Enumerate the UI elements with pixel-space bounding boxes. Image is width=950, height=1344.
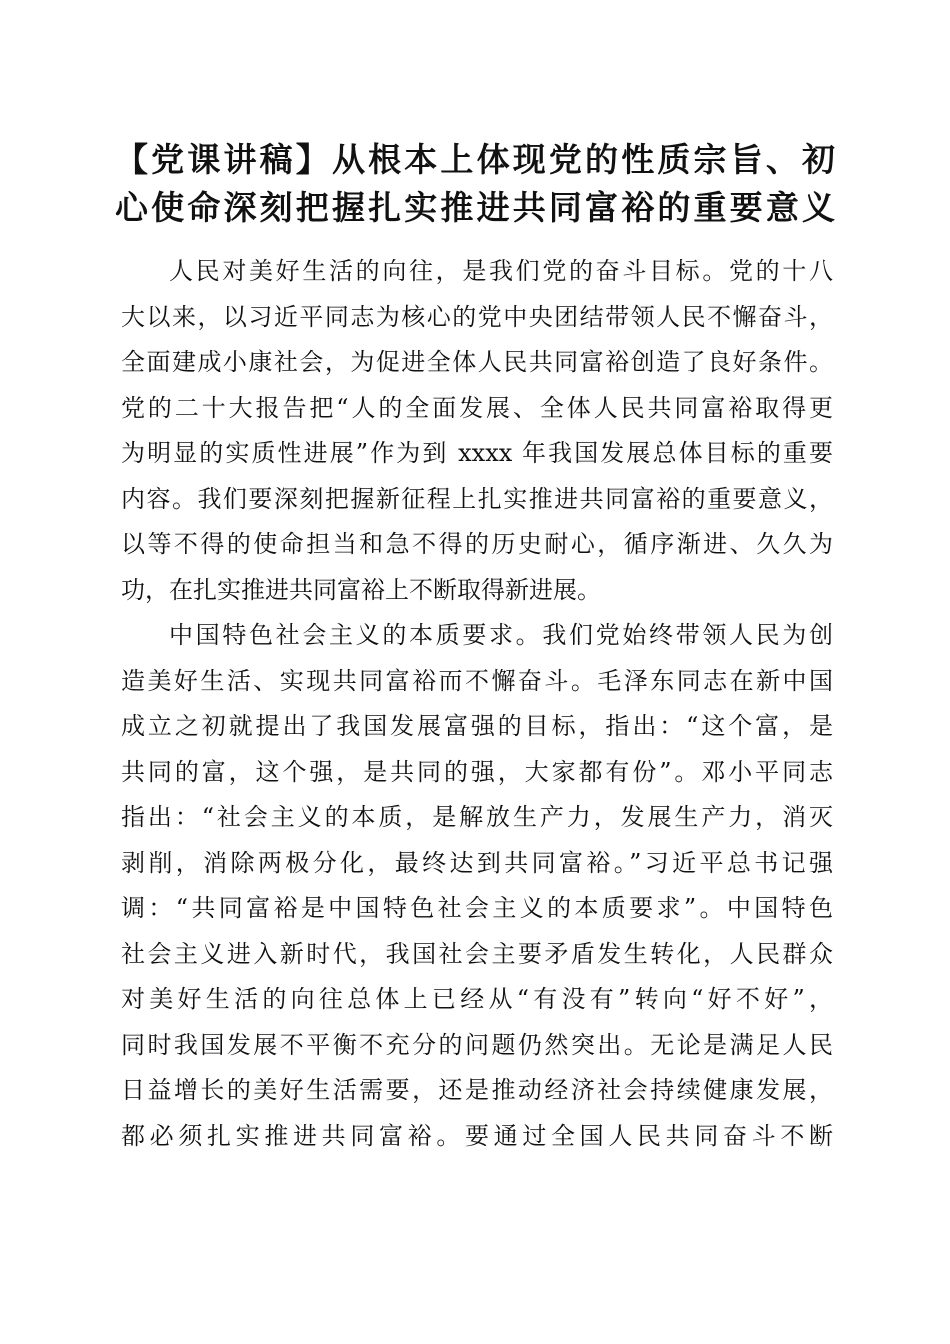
paragraph-line: 指出：“社会主义的本质，是解放生产力，发展生产力，消灭 (121, 803, 833, 831)
paragraph-line: 全面建成小康社会，为促进全体人民共同富裕创造了良好条件。 (121, 348, 833, 376)
paragraph-line: 大以来，以习近平同志为核心的党中央团结带领人民不懈奋斗， (121, 302, 833, 331)
paragraph-line: 造美好生活、实现共同富裕而不懈奋斗。毛泽东同志在新中国 (121, 666, 833, 695)
paragraph-line: 人民对美好生活的向往，是我们党的奋斗目标。党的十八 (169, 257, 833, 285)
paragraph-line: 都必须扎实推进共同富裕。要通过全国人民共同奋斗不断 (121, 1121, 833, 1150)
paragraph-line: 日益增长的美好生活需要，还是推动经济社会持续健康发展， (121, 1076, 833, 1104)
paragraph-line: 以等不得的使命担当和急不得的历史耐心，循序渐进、久久为 (121, 530, 833, 558)
paragraph-line: 剥削，消除两极分化，最终达到共同富裕。”习近平总书记强 (121, 848, 833, 877)
paragraph-line: 对美好生活的向往总体上已经从“有没有”转向“好不好”， (121, 985, 833, 1013)
paragraph-line: 功，在扎实推进共同富裕上不断取得新进展。 (121, 575, 601, 604)
title-line-1: 【党课讲稿】从根本上体现党的性质宗旨、初 (115, 140, 835, 179)
paragraph-line: 中国特色社会主义的本质要求。我们党始终带领人民为创 (169, 621, 833, 649)
paragraph-line: 为明显的实质性进展”作为到 xxxx 年我国发展总体目标的重要 (121, 439, 833, 467)
title-line-2: 心使命深刻把握扎实推进共同富裕的重要意义 (115, 188, 835, 227)
paragraph-line: 成立之初就提出了我国发展富强的目标，指出：“这个富，是 (121, 712, 833, 740)
paragraph-line: 调：“共同富裕是中国特色社会主义的本质要求”。中国特色 (121, 894, 833, 922)
paragraph-line: 同时我国发展不平衡不充分的问题仍然突出。无论是满足人民 (121, 1030, 833, 1059)
paragraph-2 (121, 613, 833, 1159)
document-title (115, 136, 835, 232)
paragraph-line: 内容。我们要深刻把握新征程上扎实推进共同富裕的重要意义， (121, 484, 833, 513)
paragraph-line: 社会主义进入新时代，我国社会主要矛盾发生转化，人民群众 (121, 939, 833, 968)
paragraph-1 (121, 249, 833, 613)
paragraph-line: 共同的富，这个强，是共同的强，大家都有份”。邓小平同志 (121, 757, 833, 786)
document-body (121, 249, 833, 1159)
paragraph-line: 党的二十大报告把“人的全面发展、全体人民共同富裕取得更 (121, 393, 833, 422)
